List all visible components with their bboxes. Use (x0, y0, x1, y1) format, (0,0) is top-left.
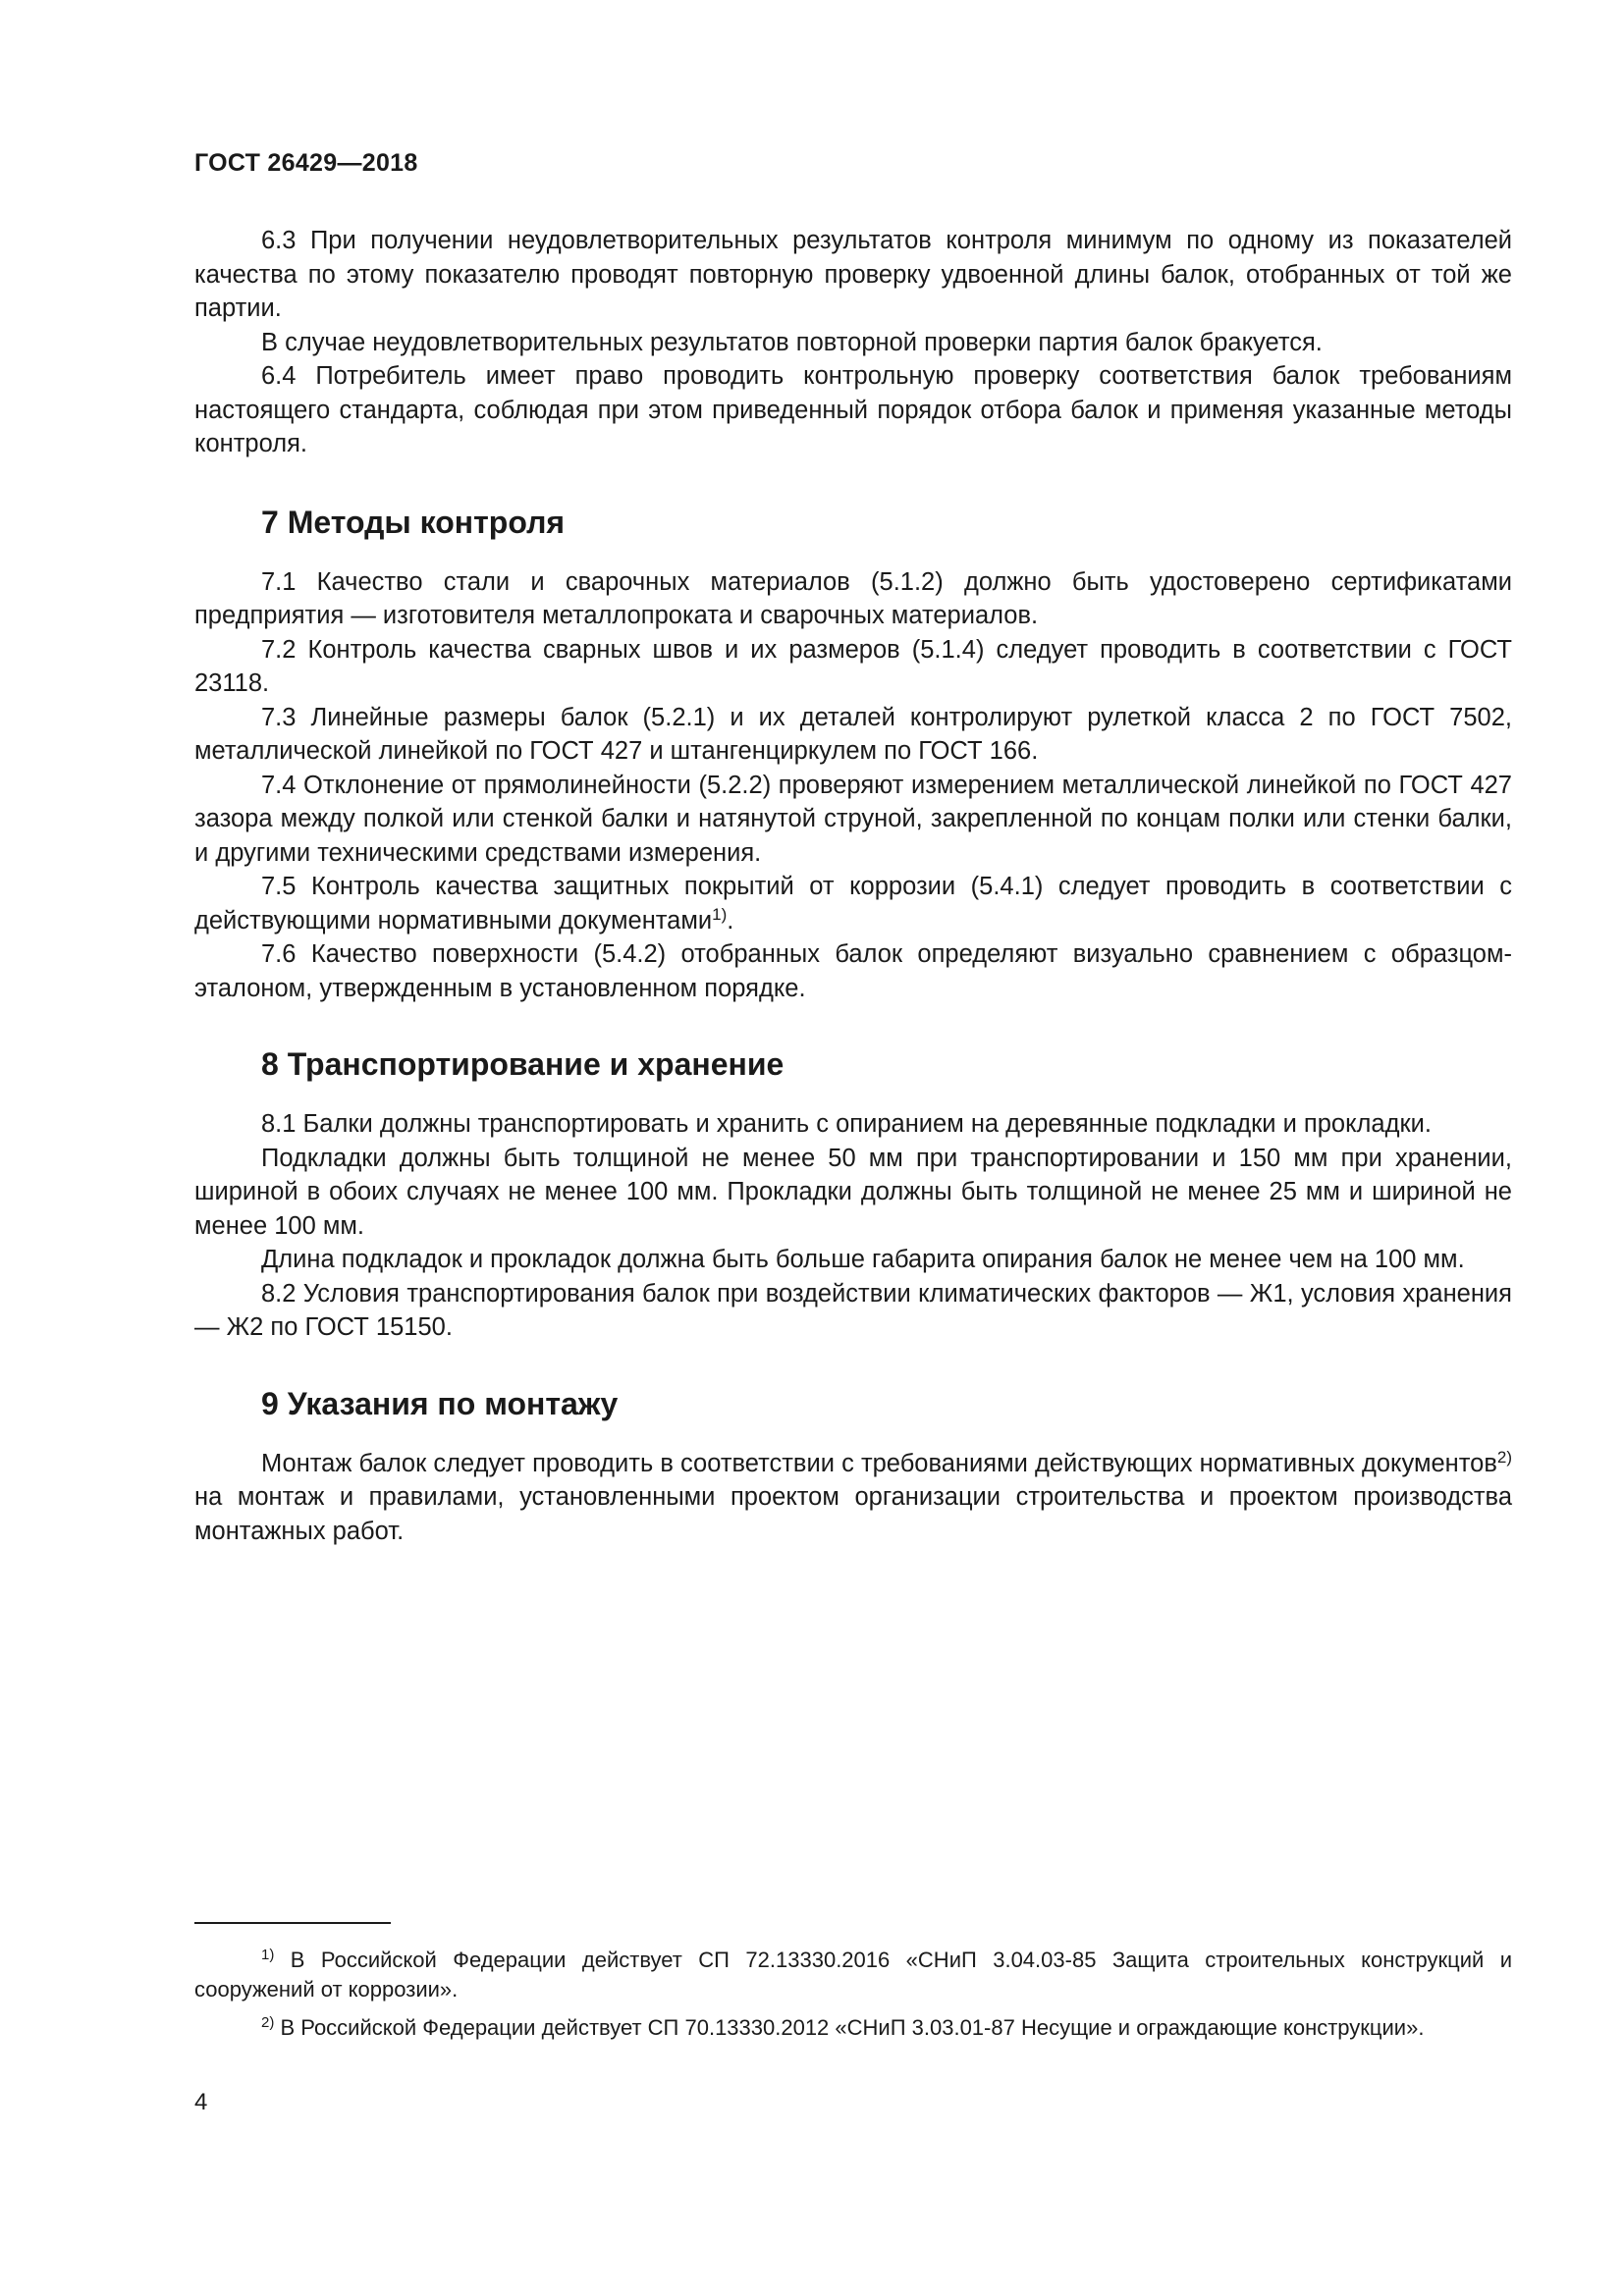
section-8-heading: 8 Транспортирование и хранение (261, 1046, 785, 1082)
paragraph-7-5-text: 7.5 Контроль качества защитных покрытий от коррозии (5.4.1) следует проводить в соответствии с действующими нормативными документами (194, 873, 1512, 934)
paragraph-7-5-tail: . (727, 906, 734, 934)
paragraph-7-2: 7.2 Контроль качества сварных швов и их размеров (5.1.4) следует проводить в соответствии с ГОСТ 23118. (194, 635, 1512, 697)
page-number: 4 (194, 2089, 208, 2115)
section-7-heading: 7 Методы контроля (261, 504, 566, 540)
paragraph-7-4: 7.4 Отклонение от прямолинейности (5.2.2) проверяют измерением металлической линейкой по ГОСТ 427 зазора между полкой или стенкой балки и натянутой струной, закрепленной по концам полки или стенки балки, и другими техническими средствами измерения. (194, 771, 1512, 867)
paragraph-8-1-supports: Подкладки должны быть толщиной не менее 50 мм при транспортировании и 150 мм при хранении, шириной в обоих случаях не менее 100 мм. Прокладки должны быть толщиной не менее 25 мм и шириной не менее 100 мм. (194, 1144, 1512, 1240)
paragraph-8-1: 8.1 Балки должны транспортировать и хранить с опиранием на деревянные подкладки и прокладки. (261, 1110, 1432, 1138)
footnote-divider (194, 1922, 391, 1924)
footnote-text-1: В Российской Федерации действует СП 72.13330.2016 «СНиП 3.04.03-85 Защита строительных конструкций и сооружений от коррозии». (194, 1948, 1512, 2002)
footnote-text-2: В Российской Федерации действует СП 70.13330.2012 «СНиП 3.03.01-87 Несущие и ограждающие конструкции». (274, 2015, 1425, 2040)
footnote-ref-2[interactable]: 2) (1496, 1447, 1512, 1467)
paragraph-7-1: 7.1 Качество стали и сварочных материалов (5.1.2) должно быть удостоверено сертификатами предприятия — изготовителя металлопроката и сварочных материалов. (194, 567, 1512, 629)
paragraph-8-2: 8.2 Условия транспортирования балок при воздействии климатических факторов — Ж1, условия хранения — Ж2 по ГОСТ 15150. (194, 1279, 1512, 1341)
document-body (194, 224, 1512, 1548)
document-header: ГОСТ 26429—2018 (194, 149, 418, 177)
paragraph-6-4: 6.4 Потребитель имеет право проводить контрольную проверку соответствия балок требованиям настоящего стандарта, соблюдая при этом приведенный порядок отбора балок и применяя указанные методы контроля. (194, 362, 1512, 457)
footnote-mark-1: 1) (261, 1947, 275, 1963)
paragraph-9 (194, 1447, 1512, 1549)
paragraph-8-1-length: Длина подкладок и прокладок должна быть больше габарита опирания балок не менее чем на 100 мм. (261, 1246, 1465, 1273)
footnote-mark-2: 2) (261, 2014, 275, 2031)
paragraph-7-6: 7.6 Качество поверхности (5.4.2) отобранных балок определяют визуально сравнением с образцом-эталоном, утвержденным в установленном порядке. (194, 940, 1512, 1002)
paragraph-6-3: 6.3 При получении неудовлетворительных результатов контроля минимум по одному из показателей качества по этому показателю проводят повторную проверку удвоенной длины балок, отобранных от той же партии. (194, 227, 1512, 322)
paragraph-9-text: Монтаж балок следует проводить в соответствии с требованиями действующих нормативных документов (261, 1449, 1497, 1477)
footnote-1 (194, 1946, 1512, 2004)
footnotes (194, 1946, 1512, 2052)
paragraph-9-tail: на монтаж и правилами, установленными проектом организации строительства и проектом производства монтажных работ. (194, 1483, 1512, 1545)
footnote-2 (194, 2013, 1512, 2043)
section-9-heading: 9 Указания по монтажу (261, 1385, 619, 1421)
paragraph-7-5 (194, 870, 1512, 937)
footnote-ref-1[interactable]: 1) (712, 904, 728, 924)
paragraph-7-3: 7.3 Линейные размеры балок (5.2.1) и их деталей контролируют рулеткой класса 2 по ГОСТ 7502, металлической линейкой по ГОСТ 427 и штангенциркулем по ГОСТ 166. (194, 703, 1512, 765)
paragraph-6-3-continuation: В случае неудовлетворительных результатов повторной проверки партия балок бракуется. (261, 328, 1323, 356)
